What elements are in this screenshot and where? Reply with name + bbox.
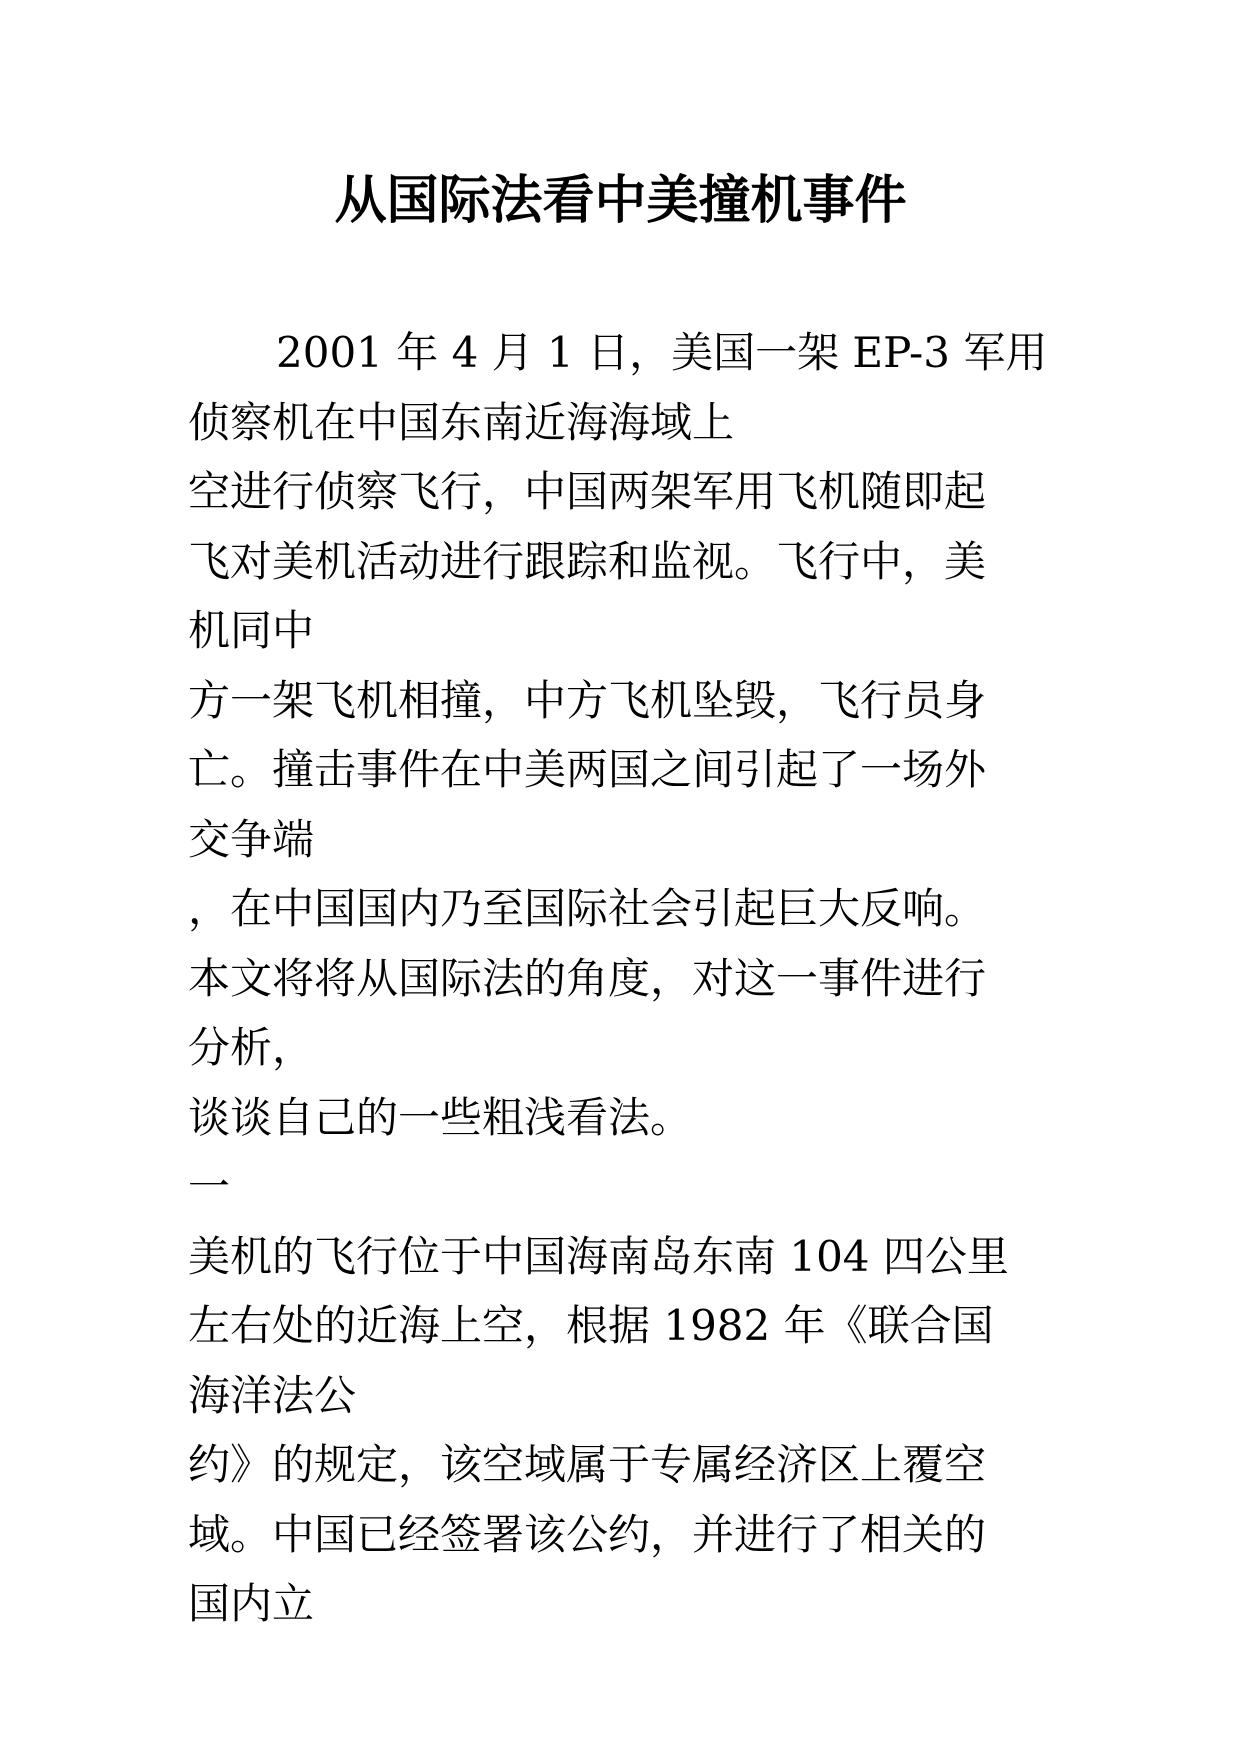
text-line: 方一架飞机相撞，中方飞机坠毁，飞行员身 bbox=[188, 675, 987, 725]
text-line: 本文将将从国际法的角度，对这一事件进行 bbox=[188, 953, 987, 1003]
text-line: 侦察机在中国东南近海海域上 bbox=[188, 397, 735, 447]
text-line: 域。中国已经签署该公约，并进行了相关的 bbox=[188, 1509, 987, 1559]
text-line: 空进行侦察飞行，中国两架军用飞机随即起 bbox=[188, 467, 987, 516]
text-line: 机同中 bbox=[188, 606, 315, 655]
text-line: 亡。撞击事件在中美两国之间引起了一场外 bbox=[188, 745, 987, 794]
text-line: 美机的飞行位于中国海南岛东南 104 四公里 bbox=[188, 1231, 1009, 1281]
text-line: 飞对美机活动进行跟踪和监视。飞行中，美 bbox=[188, 536, 987, 586]
text-line: 交争端 bbox=[188, 814, 315, 864]
document-body bbox=[188, 318, 1088, 1639]
text-line: 左右处的近海上空，根据 1982 年《联合国 bbox=[188, 1301, 994, 1350]
text-line: ，在中国国内乃至国际社会引起巨大反响。 bbox=[188, 884, 987, 933]
section-number: 一 bbox=[188, 1162, 231, 1211]
text-line: 分析， bbox=[188, 1023, 315, 1072]
text-line: 海洋法公 bbox=[188, 1370, 357, 1420]
text-line: 谈谈自己的一些粗浅看法。 bbox=[188, 1092, 693, 1142]
text-line: 国内立 bbox=[188, 1579, 315, 1628]
text-line: 2001 年 4 月 1 日，美国一架 EP-3 军用 bbox=[276, 328, 1048, 377]
text-line: 约》的规定，该空域属于专属经济区上覆空 bbox=[188, 1440, 987, 1489]
document-title: 从国际法看中美撞机事件 bbox=[334, 170, 907, 231]
